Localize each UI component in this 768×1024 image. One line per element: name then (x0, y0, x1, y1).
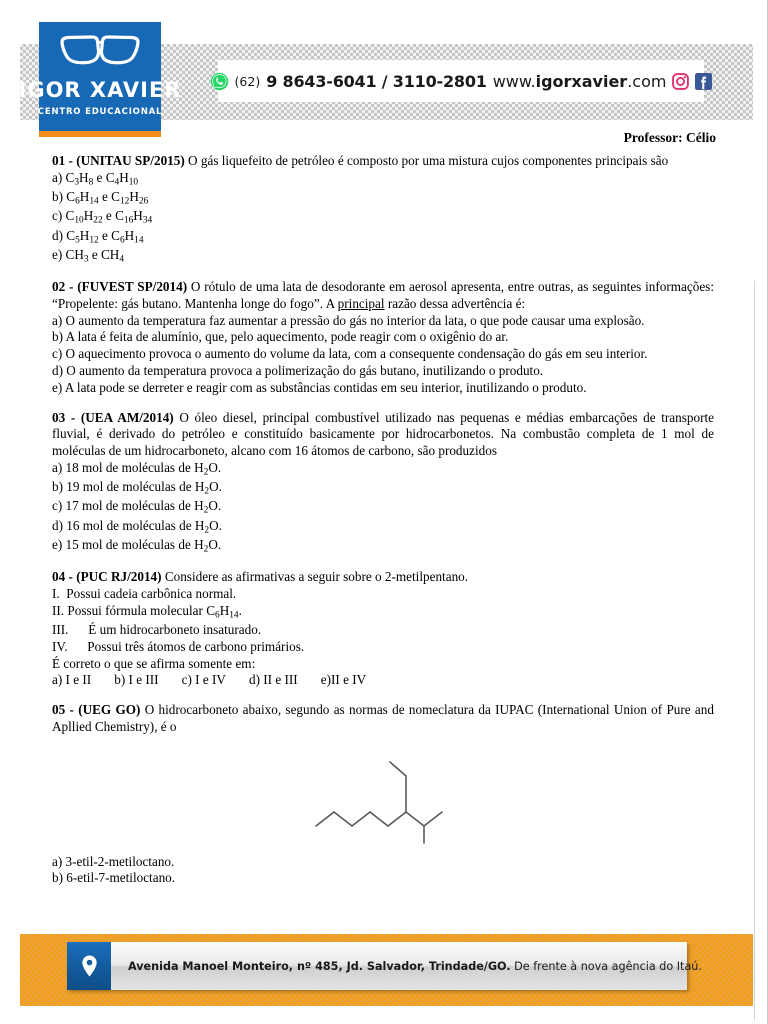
question-04-statement-iv (52, 639, 714, 656)
alt-text: $CH_3$ e $CH_4$ (65, 246, 125, 265)
question-02-alt-c (52, 346, 714, 363)
question-02 (52, 279, 714, 396)
footer-address-bar (67, 942, 702, 990)
question-03-number: 03 (52, 409, 66, 425)
alt-text: $C_6H_{14}$ e $C_{12}H_{26}$ (66, 189, 149, 207)
glasses-icon (59, 34, 141, 68)
logo-orange-stripe (39, 131, 161, 137)
page-footer (20, 934, 753, 1006)
alt-label: c) (52, 346, 63, 362)
alt-label: a) (52, 169, 63, 185)
question-01-stem: 01 - (UNITAU SP/2015) O gás liquefeito de petróleo é composto por uma mistura cujos componentes principais são (52, 153, 669, 168)
location-pin-icon (81, 955, 98, 977)
alt-text: O aumento da temperatura faz aumentar a pressão do gás no interior da lata, o que pode causar uma explosão. (65, 312, 645, 328)
question-02-stem: 02 - (FUVEST SP/2014) O rótulo de uma lata de desodorante em aerosol apresenta, entre outras, as seguintes informações: “Propelente: gás butano. Mantenha longe do fogo”. A principal razão dessa advertência é: (52, 279, 714, 311)
question-05-source: (UEG GO) (78, 702, 141, 718)
statement-text: Possui fórmula molecular $C_6H_{14}$. (67, 602, 242, 621)
alt-label: e) (52, 379, 63, 395)
phone-area-code: (62) (234, 73, 261, 89)
question-03-alt-d (52, 518, 714, 537)
question-03-alt-b (52, 479, 714, 498)
alt-label: e) (52, 536, 63, 552)
question-04-text: Considere as afirmativas a seguir sobre o 2-metilpentano. (161, 569, 469, 585)
statement-text: É um hidrocarboneto insaturado. (88, 622, 262, 638)
alt-text: A lata pode se derreter e reagir com as substâncias contidas em seu interior, inutilizando o produto. (64, 379, 587, 395)
question-03-alt-c (52, 498, 714, 517)
footer-address-text (111, 960, 702, 973)
question-02-alt-d (52, 363, 714, 380)
q04-alt-a: a) I e II (52, 672, 92, 688)
question-02-alt-e (52, 380, 714, 397)
question-03 (52, 410, 714, 557)
skeletal-structure-icon (308, 744, 458, 844)
alt-text: O aquecimento provoca o aumento do volume da lata, com a consequente condensação do gás em seu interior. (65, 346, 648, 362)
alt-label: c) (52, 208, 63, 224)
footer-pin-badge (67, 942, 111, 990)
alt-label: b) (52, 189, 63, 205)
alt-label: d) (52, 517, 63, 533)
facebook-icon[interactable] (695, 73, 712, 90)
alt-text: 17 mol de moléculas de $H_2O$. (65, 498, 222, 516)
website-suffix: .com (627, 71, 667, 91)
alt-text: 6-etil-7-metiloctano. (66, 870, 176, 886)
website-prefix: www. (492, 71, 536, 91)
question-01-alt-c (52, 208, 714, 227)
alt-label: b) (52, 870, 63, 886)
question-04-number: 04 (52, 569, 66, 585)
question-03-text: O óleo diesel, principal combustível utilizado nas pequenas e médias embarcações de transporte fluvial, é derivado do petróleo e constituído basicamente por hidrocarbonetos. Na combustão completa de 1 mol de moléculas de um hidrocarboneto, alcano com 16 átomos de carbono, são produzidos (52, 409, 714, 459)
alt-label: c) (52, 498, 63, 514)
instagram-icon[interactable] (672, 73, 689, 90)
alt-text: 16 mol de moléculas de $H_2O$. (66, 517, 222, 536)
alt-text: $C_5H_{12}$ e $C_6H_{14}$ (66, 227, 144, 245)
question-01-number: 01 (52, 153, 66, 168)
footer-address-extra: De frente à nova agência do Itaú. (510, 959, 702, 973)
statement-label: II. (52, 602, 65, 618)
question-05-alt-a (52, 854, 714, 871)
question-04 (52, 569, 714, 689)
question-03-source: (UEA AM/2014) (80, 409, 174, 425)
footer-address-main: Avenida Manoel Monteiro, nº 485, Jd. Salvador, Trindade/GO. (128, 959, 511, 973)
question-02-text: O rótulo de uma lata de desodorante em aerosol apresenta, entre outras, as seguintes informações: “Propelente: gás butano. Mantenha longe do fogo”. A principal razão dessa advertência é: (52, 279, 714, 311)
q04-alt-c: c) I e IV (181, 672, 226, 688)
question-05-stem: 05 - (UEG GO) O hidrocarboneto abaixo, segundo as normas de nomeclatura da IUPAC (International Union of Pure and Apllied Chemistry), é o (52, 702, 714, 734)
alt-label: b) (52, 329, 63, 345)
alt-text: 3-etil-2-metiloctano. (65, 853, 175, 869)
question-05-text: O hidrocarboneto abaixo, segundo as normas de nomeclatura da IUPAC (International Union of Pure and Apllied Chemistry), é o (52, 702, 714, 734)
question-05-alt-b (52, 870, 714, 887)
statement-label: III. (52, 622, 69, 638)
question-04-inline-alternatives (52, 672, 714, 689)
question-04-statement-i (52, 586, 714, 603)
question-02-alt-a (52, 313, 714, 330)
logo-name-text: IGOR XAVIER (18, 78, 182, 102)
question-03-stem: 03 - (UEA AM/2014) O óleo diesel, principal combustível utilizado nas pequenas e médias embarcações de transporte fluvial, é derivado do petróleo e constituído basicamente por hidrocarbonetos. Na combustão completa de 1 mol de moléculas de um hidrocarboneto, alcano com 16 átomos de carbono, são produzidos (52, 409, 714, 459)
question-04-closing: É correto o que se afirma somente em: (52, 655, 256, 671)
q04-alt-b: b) I e III (114, 672, 159, 688)
alt-label: e) (52, 246, 63, 262)
alt-label: d) (52, 227, 63, 243)
logo-subtitle-text: CENTRO EDUCACIONAL (37, 107, 163, 117)
question-04-statement-ii (52, 603, 714, 622)
alt-text: 15 mol de moléculas de $H_2O$. (65, 536, 222, 555)
statement-text: Possui três átomos de carbono primários. (87, 638, 305, 654)
molecule-figure-container (52, 744, 714, 844)
school-logo (18, 22, 182, 137)
question-04-source: (PUC RJ/2014) (76, 569, 162, 585)
q04-alt-d: d) II e III (249, 672, 298, 688)
website-name: igorxavier (535, 71, 628, 91)
page-inner-edge-line (754, 281, 755, 1021)
statement-label: IV. (52, 638, 68, 654)
question-01 (52, 153, 714, 266)
phone-numbers: 9 8643-6041 / 3110-2801 (266, 71, 487, 91)
whatsapp-icon[interactable] (210, 72, 229, 91)
question-01-alt-a (52, 170, 714, 189)
statement-label: I. (52, 586, 60, 601)
question-04-stem: 04 - (PUC RJ/2014) Considere as afirmativas a seguir sobre o 2-metilpentano. (52, 569, 469, 585)
question-01-alt-d (52, 228, 714, 247)
alt-text: $C_{10}H_{22}$ e $C_{16}H_{34}$ (65, 208, 153, 226)
alt-text: O aumento da temperatura provoca a polimerização do gás butano, inutilizando o produto. (66, 363, 544, 378)
contact-bar (218, 60, 704, 102)
question-02-number: 02 (52, 279, 66, 295)
alt-text: 19 mol de moléculas de $H_2O$. (66, 479, 222, 497)
alt-text: 18 mol de moléculas de $H_2O$. (65, 459, 222, 478)
alt-label: a) (52, 312, 63, 328)
question-04-statement-iii (52, 622, 714, 639)
statement-text: Possui cadeia carbônica normal. (66, 586, 237, 601)
question-01-source: (UNITAU SP/2015) (76, 153, 185, 168)
question-05-number: 05 (52, 702, 66, 718)
question-01-alt-e (52, 247, 714, 266)
question-01-text: O gás liquefeito de petróleo é composto por uma mistura cujos componentes principais são (184, 153, 669, 168)
question-03-alt-e (52, 537, 714, 556)
alt-label: b) (52, 479, 63, 495)
alt-text: A lata é feita de alumínio, que, pelo aquecimento, pode reagir com o oxigênio do ar. (65, 329, 509, 345)
question-02-alt-b (52, 329, 714, 346)
alt-label: a) (52, 459, 63, 475)
professor-label: Professor: Célio (623, 130, 716, 145)
question-02-source: (FUVEST SP/2014) (77, 279, 188, 295)
website-url[interactable] (493, 72, 667, 91)
exam-content (52, 153, 714, 900)
page-header (0, 0, 768, 145)
question-05 (52, 702, 714, 887)
question-03-alt-a (52, 460, 714, 479)
q04-alt-e: e)II e IV (320, 672, 367, 688)
alt-label: a) (52, 853, 63, 869)
alt-label: d) (52, 363, 63, 378)
alt-text: $C_3H_8$ e $C_4H_{10}$ (65, 169, 139, 188)
question-01-alt-b (52, 189, 714, 208)
